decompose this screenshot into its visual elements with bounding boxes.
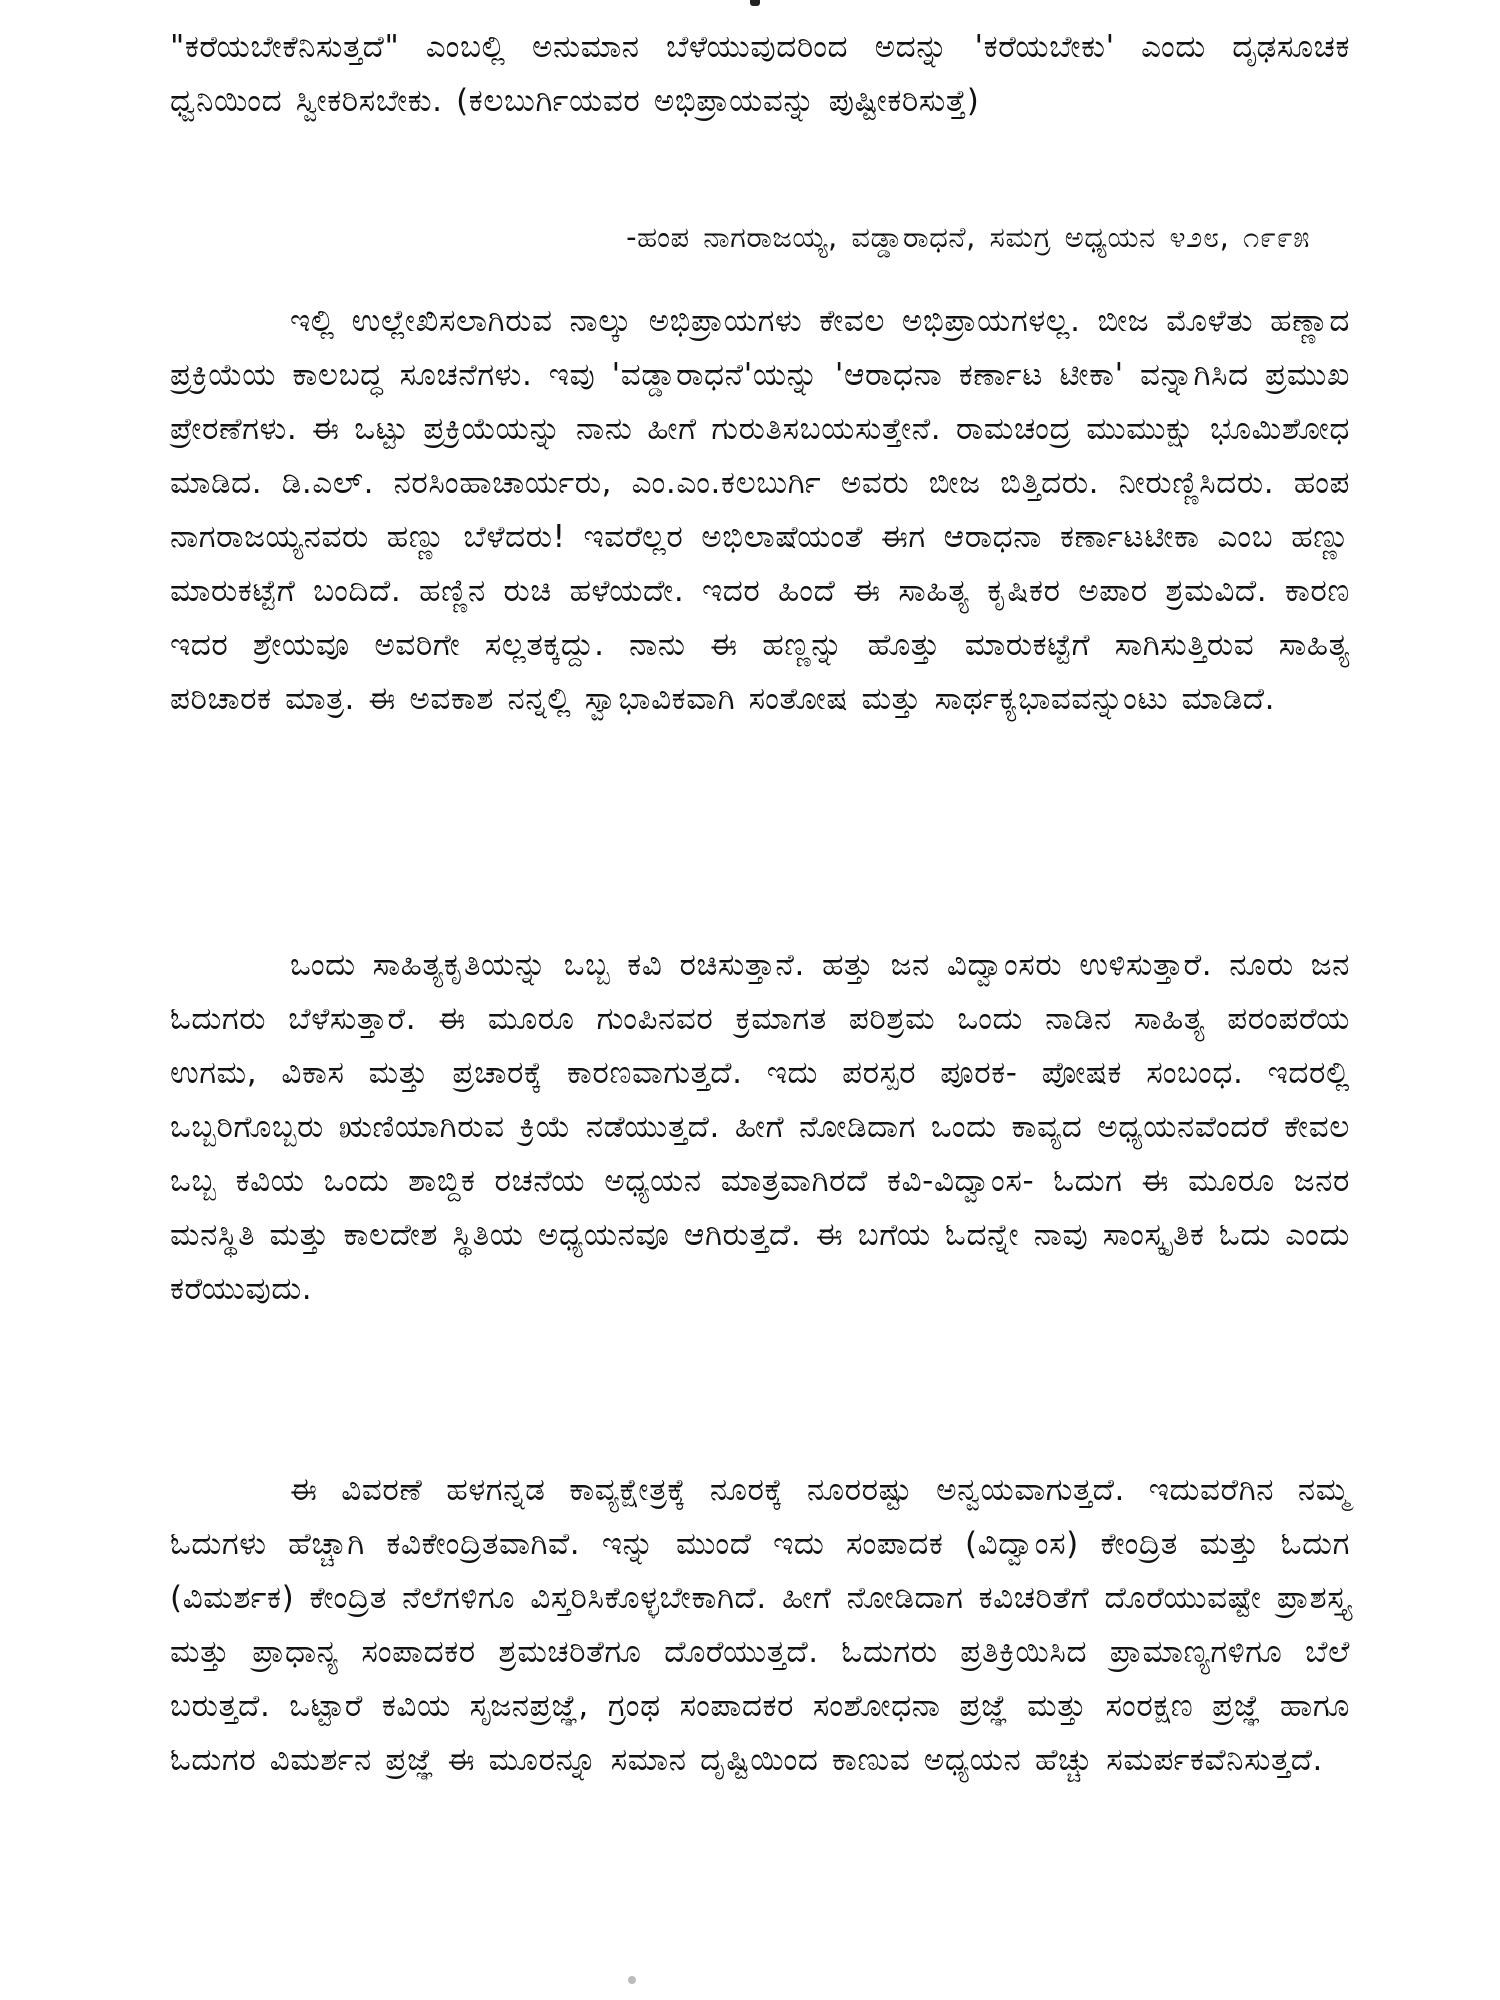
scan-artifact-dot [628,1976,636,1984]
paragraph-2: ಒಂದು ಸಾಹಿತ್ಯಕೃತಿಯನ್ನು ಒಬ್ಬ ಕವಿ ರಚಿಸುತ್ತಾನೆ. ಹತ್ತು ಜನ ವಿದ್ವಾಂಸರು ಉಳಿಸುತ್ತಾರೆ. ನೂರು ಜನ ಓದುಗರು ಬೆಳೆಸುತ್ತಾರೆ. ಈ ಮೂರೂ ಗುಂಪಿನವರ ಕ್ರಮಾಗತ ಪರಿಶ್ರಮ ಒಂದು ನಾಡಿನ ಸಾಹಿತ್ಯ ಪರಂಪರೆಯ ಉಗಮ, ವಿಕಾಸ ಮತ್ತು ಪ್ರಚಾರಕ್ಕೆ ಕಾರಣವಾಗುತ್ತದೆ. ಇದು ಪರಸ್ಪರ ಪೂರಕ- ಪೋಷಕ ಸಂಬಂಧ. ಇದರಲ್ಲಿ ಒಬ್ಬರಿಗೊಬ್ಬರು ಋಣಿಯಾಗಿರುವ ಕ್ರಿಯೆ ನಡೆಯುತ್ತದೆ. ಹೀಗೆ ನೋಡಿದಾಗ ಒಂದು ಕಾವ್ಯದ ಅಧ್ಯಯನವೆಂದರೆ ಕೇವಲ ಒಬ್ಬ ಕವಿಯ ಒಂದು ಶಾಬ್ದಿಕ ರಚನೆಯ ಅಧ್ಯಯನ ಮಾತ್ರವಾಗಿರದೆ ಕವಿ-ವಿದ್ವಾಂಸ- ಓದುಗ ಈ ಮೂರೂ ಜನರ ಮನಸ್ಥಿತಿ ಮತ್ತು ಕಾಲದೇಶ ಸ್ಥಿತಿಯ ಅಧ್ಯಯನವೂ ಆಗಿರುತ್ತದೆ. ಈ ಬಗೆಯ ಓದನ್ನೇ ನಾವು ಸಾಂಸ್ಕೃತಿಕ ಓದು ಎಂದು ಕರೆಯುವುದು. [170,947,1350,1307]
quote-citation: -ಹಂಪ ನಾಗರಾಜಯ್ಯ, ವಡ್ಡಾರಾಧನೆ, ಸಮಗ್ರ ಅಧ್ಯಯನ ೪೨೮, ೧೯೯೫ [626,220,1310,254]
scan-artifact [750,0,760,6]
document-page [170,0,1350,2000]
quote-text: "ಕರೆಯಬೇಕೆನಿಸುತ್ತದೆ" ಎಂಬಲ್ಲಿ ಅನುಮಾನ ಬೆಳೆಯುವುದರಿಂದ ಅದನ್ನು 'ಕರೆಯಬೇಕು' ಎಂದು ದೃಢಸೂಚಕ ಧ್ವನಿಯಿಂದ ಸ್ವೀಕರಿಸಬೇಕು. (ಕಲಬುರ್ಗಿಯವರ ಅಭಿಪ್ರಾಯವನ್ನು ಪುಷ್ಟೀಕರಿಸುತ್ತೆ) [170,29,1350,119]
paragraph-3: ಈ ವಿವರಣೆ ಹಳಗನ್ನಡ ಕಾವ್ಯಕ್ಷೇತ್ರಕ್ಕೆ ನೂರಕ್ಕೆ ನೂರರಷ್ಟು ಅನ್ವಯವಾಗುತ್ತದೆ. ಇದುವರೆಗಿನ ನಮ್ಮ ಓದುಗಳು ಹೆಚ್ಚಾಗಿ ಕವಿಕೇಂದ್ರಿತವಾಗಿವೆ. ಇನ್ನು ಮುಂದೆ ಇದು ಸಂಪಾದಕ (ವಿದ್ವಾಂಸ) ಕೇಂದ್ರಿತ ಮತ್ತು ಓದುಗ (ವಿಮರ್ಶಕ) ಕೇಂದ್ರಿತ ನೆಲೆಗಳಿಗೂ ವಿಸ್ತರಿಸಿಕೊಳ್ಳಬೇಕಾಗಿದೆ. ಹೀಗೆ ನೋಡಿದಾಗ ಕವಿಚರಿತೆಗೆ ದೊರೆಯುವಷ್ಟೇ ಪ್ರಾಶಸ್ತ್ಯ ಮತ್ತು ಪ್ರಾಧಾನ್ಯ ಸಂಪಾದಕರ ಶ್ರಮಚರಿತೆಗೂ ದೊರೆಯುತ್ತದೆ. ಓದುಗರು ಪ್ರತಿಕ್ರಿಯಿಸಿದ ಪ್ರಾಮಾಣ್ಯಗಳಿಗೂ ಬೆಲೆ ಬರುತ್ತದೆ. ಒಟ್ಟಾರೆ ಕವಿಯ ಸೃಜನಪ್ರಜ್ಞೆ, ಗ್ರಂಥ ಸಂಪಾದಕರ ಸಂಶೋಧನಾ ಪ್ರಜ್ಞೆ ಮತ್ತು ಸಂರಕ್ಷಣ ಪ್ರಜ್ಞೆ ಹಾಗೂ ಓದುಗರ ವಿಮರ್ಶನ ಪ್ರಜ್ಞೆ ಈ ಮೂರನ್ನೂ ಸಮಾನ ದೃಷ್ಟಿಯಿಂದ ಕಾಣುವ ಅಧ್ಯಯನ ಹೆಚ್ಚು ಸಮರ್ಪಕವೆನಿಸುತ್ತದೆ. [170,1472,1350,1778]
paragraph-1: ಇಲ್ಲಿ ಉಲ್ಲೇಖಿಸಲಾಗಿರುವ ನಾಲ್ಕು ಅಭಿಪ್ರಾಯಗಳು ಕೇವಲ ಅಭಿಪ್ರಾಯಗಳಲ್ಲ. ಬೀಜ ಮೊಳೆತು ಹಣ್ಣಾದ ಪ್ರಕ್ರಿಯೆಯ ಕಾಲಬದ್ಧ ಸೂಚನೆಗಳು. ಇವು 'ವಡ್ಡಾರಾಧನೆ'ಯನ್ನು 'ಆರಾಧನಾ ಕರ್ಣಾಟ ಟೀಕಾ' ವನ್ನಾಗಿಸಿದ ಪ್ರಮುಖ ಪ್ರೇರಣೆಗಳು. ಈ ಒಟ್ಟು ಪ್ರಕ್ರಿಯೆಯನ್ನು ನಾನು ಹೀಗೆ ಗುರುತಿಸಬಯಸುತ್ತೇನೆ. ರಾಮಚಂದ್ರ ಮುಮುಕ್ಷು ಭೂಮಿಶೋಧ ಮಾಡಿದ. ಡಿ.ಎಲ್. ನರಸಿಂಹಾಚಾರ್ಯರು, ಎಂ.ಎಂ.ಕಲಬುರ್ಗಿ ಅವರು ಬೀಜ ಬಿತ್ತಿದರು. ನೀರುಣ್ಣಿಸಿದರು. ಹಂಪ ನಾಗರಾಜಯ್ಯನವರು ಹಣ್ಣು ಬೆಳೆದರು! ಇವರೆಲ್ಲರ ಅಭಿಲಾಷೆಯಂತೆ ಈಗ ಆರಾಧನಾ ಕರ್ಣಾಟಟೀಕಾ ಎಂಬ ಹಣ್ಣು ಮಾರುಕಟ್ಟೆಗೆ ಬಂದಿದೆ. ಹಣ್ಣಿನ ರುಚಿ ಹಳೆಯದೇ. ಇದರ ಹಿಂದೆ ಈ ಸಾಹಿತ್ಯ ಕೃಷಿಕರ ಅಪಾರ ಶ್ರಮವಿದೆ. ಕಾರಣ ಇದರ ಶ್ರೇಯವೂ ಅವರಿಗೇ ಸಲ್ಲತಕ್ಕದ್ದು. ನಾನು ಈ ಹಣ್ಣನ್ನು ಹೊತ್ತು ಮಾರುಕಟ್ಟೆಗೆ ಸಾಗಿಸುತ್ತಿರುವ ಸಾಹಿತ್ಯ ಪರಿಚಾರಕ ಮಾತ್ರ. ಈ ಅವಕಾಶ ನನ್ನಲ್ಲಿ ಸ್ವಾಭಾವಿಕವಾಗಿ ಸಂತೋಷ ಮತ್ತು ಸಾರ್ಥಕ್ಯಭಾವವನ್ನುಂಟು ಮಾಡಿದೆ. [170,303,1350,717]
